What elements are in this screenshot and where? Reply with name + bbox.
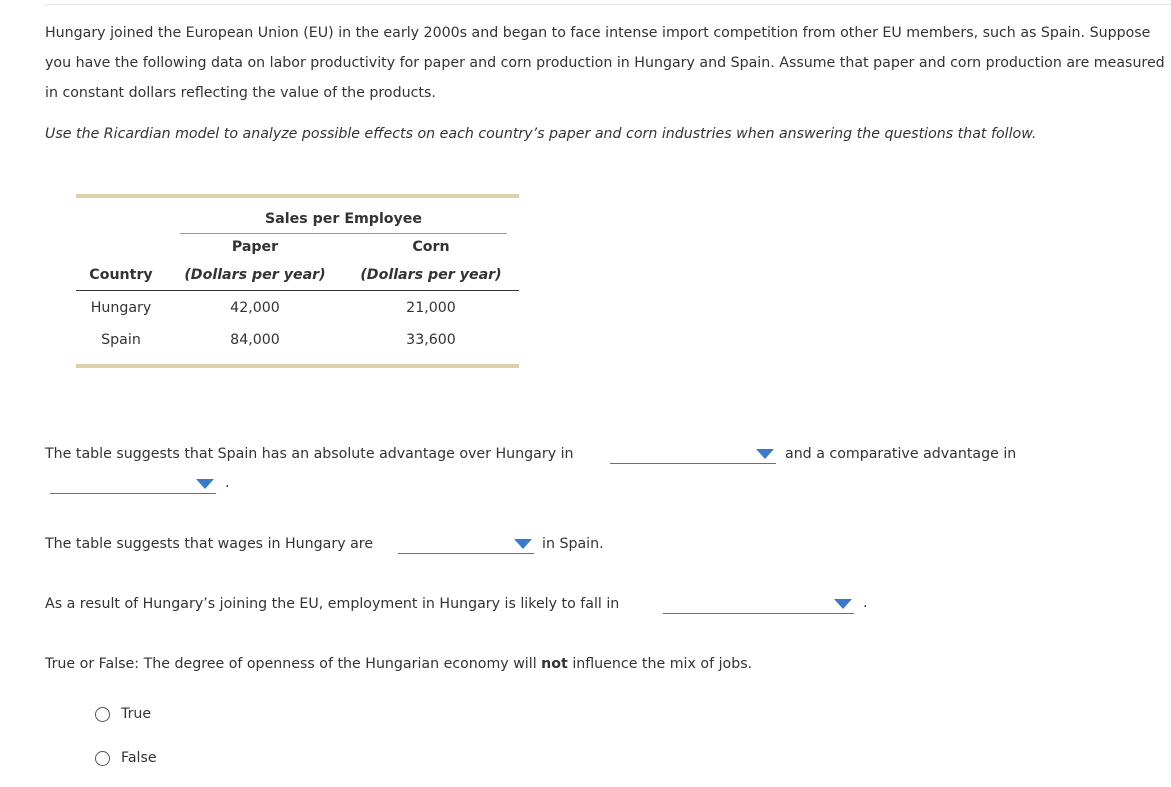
header-paper-unit: (Dollars per year) xyxy=(184,267,326,283)
sales-table xyxy=(76,194,519,369)
caret-down-icon xyxy=(514,539,532,549)
q4-text-before: True or False: The degree of openness of the Hungarian economy will xyxy=(45,656,537,672)
row-country: Spain xyxy=(101,332,141,348)
q3-employment-dropdown[interactable] xyxy=(663,591,854,614)
q1-comparative-advantage-dropdown[interactable] xyxy=(50,471,216,494)
caret-down-icon xyxy=(834,599,852,609)
header-corn-unit: (Dollars per year) xyxy=(360,267,502,283)
row-country: Hungary xyxy=(90,300,152,316)
table-bottom-band xyxy=(76,364,519,368)
q1-period: . xyxy=(225,475,230,491)
q2-text-after: in Spain. xyxy=(542,536,604,552)
row-paper: 42,000 xyxy=(230,300,280,316)
intro-paragraph: Hungary joined the European Union (EU) in the early 2000s and began to face intense import competition from other EU members, such as Spain. Suppose you have the following data on labor productivity for paper and corn production in Hungary and Spain. Assume that paper and corn production are measured in constant dollars reflecting the value of the products. xyxy=(45,25,1165,101)
instruction-text: Use the Ricardian model to analyze possible effects on each country’s paper and corn industries when answering the questions that follow. xyxy=(45,126,1037,142)
header-corn: Corn xyxy=(412,239,450,255)
table-group-header: Sales per Employee xyxy=(264,211,423,227)
row-paper: 84,000 xyxy=(230,332,280,348)
radio-option-false[interactable] xyxy=(95,750,175,770)
caret-down-icon xyxy=(196,479,214,489)
q2-wages-dropdown[interactable] xyxy=(398,531,534,554)
caret-down-icon xyxy=(756,449,774,459)
top-divider xyxy=(44,4,1171,5)
header-country: Country xyxy=(89,267,153,283)
q4-text-bold: not xyxy=(541,656,568,672)
table-top-band xyxy=(76,194,519,198)
radio-label-true: True xyxy=(121,706,152,722)
q4-question xyxy=(45,654,752,674)
q1-text-before: The table suggests that Spain has an absolute advantage over Hungary in xyxy=(45,446,574,462)
group-header-rule xyxy=(180,233,507,234)
q1-absolute-advantage-dropdown[interactable] xyxy=(610,441,776,464)
row-corn: 21,000 xyxy=(406,300,456,316)
radio-option-true[interactable] xyxy=(95,706,175,726)
radio-label-false: False xyxy=(121,750,157,766)
q1-text-middle: and a comparative advantage in xyxy=(785,446,1017,462)
row-corn: 33,600 xyxy=(406,332,456,348)
radio-circle-icon[interactable] xyxy=(95,751,110,766)
radio-circle-icon[interactable] xyxy=(95,707,110,722)
q3-text-before: As a result of Hungary’s joining the EU, employment in Hungary is likely to fall in xyxy=(45,596,620,612)
header-paper: Paper xyxy=(231,239,279,255)
q4-text-after: influence the mix of jobs. xyxy=(572,656,753,672)
q3-period: . xyxy=(863,595,868,611)
header-rule xyxy=(76,290,519,291)
q2-text-before: The table suggests that wages in Hungary are xyxy=(45,536,374,552)
